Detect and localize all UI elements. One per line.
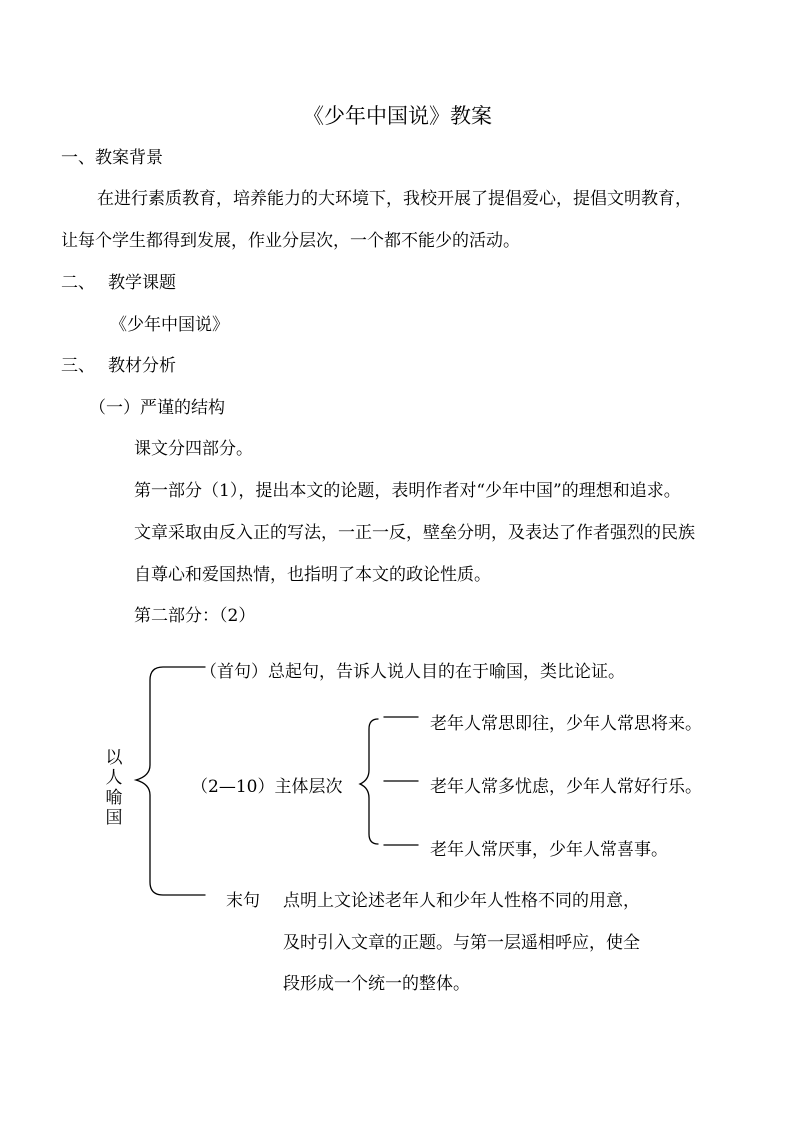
diagram-sub-item: 老年人常厌事，少年人常喜事。 bbox=[430, 840, 668, 860]
sub-brace bbox=[360, 719, 378, 844]
diagram-sub-item: 老年人常思即往，少年人常思将来。 bbox=[430, 714, 702, 734]
diagram-branch-middle: （2—10）主体层次 bbox=[191, 777, 343, 797]
diagram-branch-bottom-line-1: 点明上文论述老年人和少年人性格不同的用意， bbox=[283, 891, 640, 911]
diagram-branch-top: （首句）总起句，告诉人说人目的在于喻国，类比论证。 bbox=[200, 662, 625, 682]
part-1-line-2: 文章采取由反入正的写法，一正一反，壁垒分明，及表达了作者强烈的民族 bbox=[134, 523, 695, 543]
part-1-line-1: 第一部分（1），提出本文的论题，表明作者对“少年中国”的理想和追求。 bbox=[134, 481, 681, 501]
section-2-heading: 教学课题 bbox=[108, 273, 176, 293]
diagram-branch-bottom-line-2: 及时引入文章的正题。与第一层遥相呼应，使全 bbox=[283, 933, 640, 953]
page-title: 《少年中国说》教案 bbox=[303, 104, 492, 128]
diagram-sub-item: 老年人常多忧虑，少年人常好行乐。 bbox=[430, 777, 702, 797]
section-1-paragraph-line-1: 在进行素质教育，培养能力的大环境下，我校开展了提倡爱心，提倡文明教育， bbox=[97, 189, 692, 209]
diagram-root-label: 以人喻国 bbox=[105, 748, 123, 828]
section-3-heading: 教材分析 bbox=[108, 356, 176, 376]
section-1-paragraph-line-2: 让每个学生都得到发展，作业分层次，一个都不能少的活动。 bbox=[61, 231, 520, 251]
section-1-heading: 一、教案背景 bbox=[61, 148, 163, 168]
diagram-branch-bottom-label: 末句 bbox=[226, 891, 260, 911]
section-2-topic: 《少年中国说》 bbox=[110, 315, 229, 335]
part-1-line-3: 自尊心和爱国热情，也指明了本文的政论性质。 bbox=[134, 565, 491, 585]
part-2-label: 第二部分：（2） bbox=[134, 606, 256, 626]
diagram-branch-bottom-line-3: 段形成一个统一的整体。 bbox=[283, 974, 470, 994]
subsection-1-heading: （一）严谨的结构 bbox=[89, 398, 225, 418]
section-3-number: 三、 bbox=[61, 356, 95, 376]
section-2-number: 二、 bbox=[61, 273, 95, 293]
parts-intro: 课文分四部分。 bbox=[134, 439, 253, 459]
